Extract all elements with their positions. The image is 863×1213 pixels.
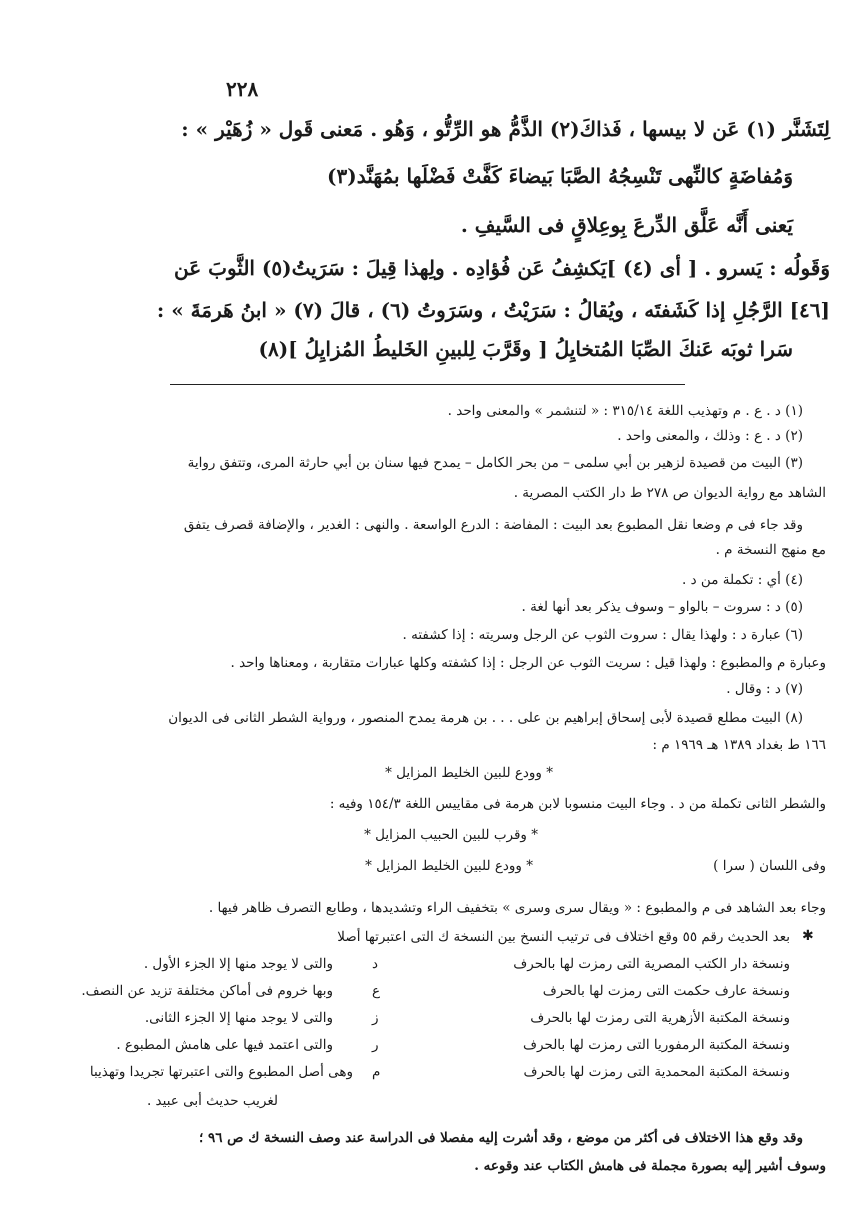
manuscript-note: والتى لا يوجد منها إلا الجزء الثانى. [144, 1010, 333, 1026]
manuscript-letter: د [372, 956, 379, 972]
footnote-line: (٣) البيت من قصيدة لزهير بن أبي سلمى – من بحر الكامل – يمدح فيها سنان بن أبي حارثة المرى، وتتفق رواية [187, 455, 803, 471]
footnote-separator [170, 384, 685, 385]
footnote-line: (٦) عبارة د : ولهذا يقال : سروت الثوب عن الرجل وسريته : إذا كشفته . [402, 627, 803, 643]
verse-line: وَمُفاضَةٍ كالنِّهى تَنْسِجُهُ الصَّبَا بَيضاءَ كَفَّتْ فَضْلَها بمُهَنَّد(٣) [327, 164, 793, 188]
main-text-line: وَقَولُه : يَسرو . [ أى (٤) ]يَكشِفُ عَن فُؤادِه . ولِهذا قِيلَ : سَرَيتُ(٥) الثَّوبَ عَن [174, 256, 830, 280]
footnote-line: وعبارة م والمطبوع : ولهذا قيل : سريت الثوب عن الرجل : إذا كشفته وكلها عبارات متقاربة ، ومعناها واحد . [230, 655, 826, 671]
footnote-line: وقد جاء فى م وضعا نقل المطبوع بعد البيت : المفاضة : الدرع الواسعة . والنهى : الغدير ، والإضافة قصرف يتفق [183, 517, 803, 533]
footnote-line: الشاهد مع رواية الديوان ص ٢٧٨ ط دار الكتب المصرية . [513, 485, 826, 501]
verse-line: سَرا ثوبَه عَنكَ الصِّبَا المُتخايِلُ [ وقَرَّبَ لِلبينِ الخَليطُ المُزايِلُ ](٨) [258, 337, 793, 361]
footnote-line: وجاء بعد الشاهد فى م والمطبوع : « ويقال سرى وسرى » بتخفيف الراء وتشديدها ، وطابع التصرف ظاهر فيها . [208, 900, 826, 916]
closing-line: وسوف أشير إليه بصورة مجملة فى هامش الكتاب عند وقوعه . [474, 1158, 826, 1174]
main-text-line: [٤٦] الرَّجُلِ إذا كَشَفتَه ، ويُقالُ : سَرَيْتُ ، وسَرَوتُ (٦) ، قالَ (٧) « ابنُ هَرمَةَ » : [156, 298, 830, 322]
footnote-line: (٨) البيت مطلع قصيدة لأبى إسحاق إبراهيم بن على . . . بن هرمة يمدح المنصور ، ورواية الشطر الثانى فى الديوان [168, 710, 803, 726]
manuscript-note: وهى أصل المطبوع والتى اعتبرتها تجريدا وتهذيبا [89, 1064, 353, 1080]
manuscript-note: والتى لا يوجد منها إلا الجزء الأول . [143, 956, 333, 972]
manuscript-letter: ر [372, 1037, 379, 1053]
footnote-verse: * وودع للبين الخليط المزايل * [385, 765, 553, 781]
footnote-line: وفى اللسان ( سرا ) [713, 858, 826, 874]
footnote-verse: * وودع للبين الخليط المزايل * [365, 858, 533, 874]
bullet-star-icon: ✱ [802, 928, 814, 944]
manuscript-name: ونسخة المكتبة المحمدية التى رمزت لها بالحرف [523, 1064, 790, 1080]
footnote-line: (٤) أي : تكملة من د . [682, 572, 803, 588]
manuscript-note: والتى اعتمد فيها على هامش المطبوع . [116, 1037, 333, 1053]
footnote-line: (١) د . ع . م وتهذيب اللغة ٣١٥/١٤ : « لتنشمر » والمعنى واحد . [447, 403, 803, 419]
manuscript-note: وبها خروم فى أماكن مختلفة تزيد عن النصف. [81, 983, 333, 999]
manuscript-letter: ع [372, 983, 381, 999]
manuscript-letter: ز [372, 1010, 379, 1026]
footnote-line: (٥) د : سروت – بالواو – وسوف يذكر بعد أنها لغة . [521, 599, 803, 615]
page-number: ٢٢٨ [226, 77, 259, 101]
manuscript-name: ونسخة دار الكتب المصرية التى رمزت لها بالحرف [513, 956, 790, 972]
footnote-line: (٧) د : وقال . [726, 681, 803, 697]
closing-line: وقد وقع هذا الاختلاف فى أكثر من موضع ، وقد أشرت إليه مفصلا فى الدراسة عند وصف النسخة ك ص ٩٦ ؛ [198, 1130, 803, 1146]
main-text-line: يَعنى أَنَّه عَلَّق الدِّرعَ بِوعِلاقٍ فى السَّيفِ . [460, 213, 793, 237]
manuscript-letter: م [372, 1064, 381, 1080]
main-text-line: لِتَشَنَّر (١) عَن لا بيسها ، فَذاكَ(٢) الذَّمُّ هو الرِّتُّو ، وَهُو . مَعنى قَول « زُهَيْر » : [181, 117, 830, 141]
manuscript-name: ونسخة المكتبة الرمفوريا التى رمزت لها بالحرف [523, 1037, 790, 1053]
manuscripts-intro: بعد الحديث رقم ٥٥ وقع اختلاف فى ترتيب النسخ بين النسخة ك التى اعتبرتها أصلا [337, 929, 790, 945]
manuscript-note-continuation: لغريب حديث أبى عبيد . [146, 1093, 278, 1109]
footnote-line: (٢) د . ع : وذلك ، والمعنى واحد . [617, 428, 803, 444]
footnote-verse: * وقرب للبين الحبيب المزايل * [364, 827, 538, 843]
manuscript-name: ونسخة عارف حكمت التى رمزت لها بالحرف [542, 983, 790, 999]
footnote-line: والشطر الثانى تكملة من د . وجاء البيت منسوبا لابن هرمة فى مقاييس اللغة ١٥٤/٣ وفيه : [329, 796, 826, 812]
footnote-line: ١٦٦ ط بغداد ١٣٨٩ هـ ١٩٦٩ م : [652, 737, 826, 753]
footnote-line: مع منهج النسخة م . [715, 542, 826, 558]
manuscript-name: ونسخة المكتبة الأزهرية التى رمزت لها بالحرف [530, 1010, 790, 1026]
